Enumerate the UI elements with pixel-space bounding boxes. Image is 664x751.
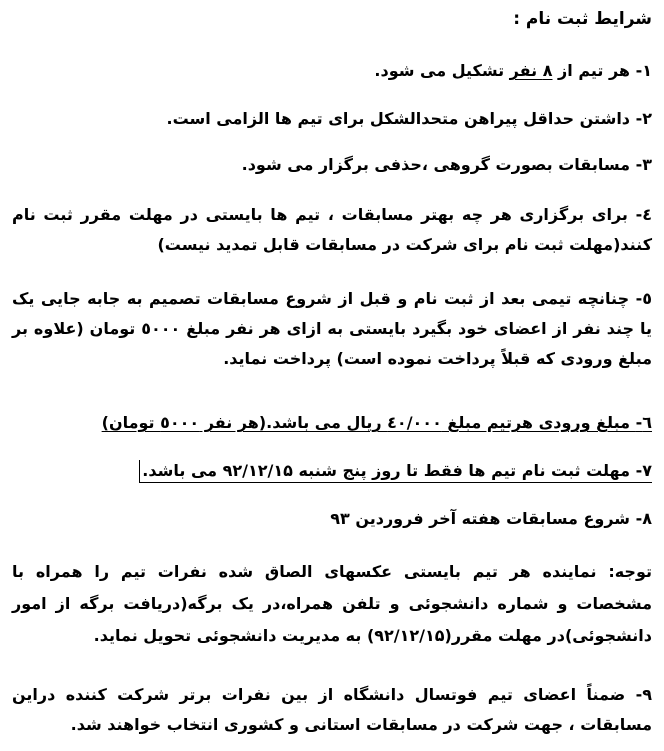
term-number: ۹-	[635, 685, 652, 704]
term-item-5	[12, 284, 652, 374]
term-number: ۲-	[635, 109, 652, 128]
highlighted-deadline	[139, 460, 652, 483]
term-number: ۳-	[635, 155, 652, 174]
section-heading: شرایط ثبت نام :	[513, 9, 652, 29]
term-item-8	[12, 504, 652, 534]
term-text: برای برگزاری هر چه بهتر مسابقات ، تیم ها بایستی در مهلت مقرر ثبت نام کنند(مهلت ثبت نام برای شرکت در مسابقات قابل تمدید نیست)	[12, 205, 652, 254]
term-text: شروع مسابقات هفته آخر فروردین ۹۳	[330, 509, 636, 528]
term-text-post: تشکیل می شود.	[374, 61, 510, 80]
term-item-6	[12, 408, 652, 438]
term-number: ٤-	[635, 205, 652, 224]
term-number: ٦-	[635, 413, 652, 432]
term-item-9	[12, 680, 652, 740]
term-text-pre: هر تیم از	[552, 61, 636, 80]
term-number: ۸-	[635, 509, 652, 528]
term-text: مسابقات بصورت گروهی ،حذفی برگزار می شود.	[241, 155, 636, 174]
term-item-3	[12, 150, 652, 180]
term-item-4	[12, 200, 652, 260]
term-item-2	[12, 104, 652, 134]
note-paragraph: توجه: نماینده هر تیم بایستی عکسهای الصاق شده نفرات تیم را همراه با مشخصات و شماره دانشجوئی و تلفن همراه،در یک برگه(دریافت برگه از امور دانشجوئی)در مهلت مقرر(۹۲/۱۲/۱۵) به مدیریت دانشجوئی تحویل نماید.	[12, 562, 652, 645]
term-text: چنانچه تیمی بعد از ثبت نام و قبل از شروع مسابقات تصمیم به جابه جایی یک یا چند نفر از اعضای خود بگیرد بایستی به ازای هر نفر مبلغ ٥٠٠٠ تومان (علاوه بر مبلغ ورودی که قبلاً پرداخت نموده است) پرداخت نماید.	[12, 289, 652, 368]
term-text: مهلت ثبت نام تیم ها فقط تا روز پنج شنبه ۹۲/۱۲/۱۵ می باشد.	[142, 461, 636, 480]
term-number: ٧-	[635, 461, 652, 480]
term-text-underlined: ۸ نفر	[509, 61, 553, 80]
term-text: مبلغ ورودی هرتیم مبلغ ٤٠/٠٠٠ ریال می باشد.(هر نفر ٥٠٠٠ تومان)	[101, 413, 636, 432]
term-text: ضمناً اعضای تیم فوتسال دانشگاه از بین نفرات برتر شرکت کننده دراین مسابقات ، جهت شرکت در مسابقات استانی و کشوری انتخاب خواهند شد.	[12, 685, 652, 734]
term-text: داشتن حداقل پیراهن متحدالشکل برای تیم ها الزامی است.	[166, 109, 636, 128]
term-item-1	[12, 56, 652, 86]
term-number: ۱-	[635, 61, 652, 80]
term-number: ٥-	[635, 289, 652, 308]
term-item-7	[12, 456, 652, 486]
